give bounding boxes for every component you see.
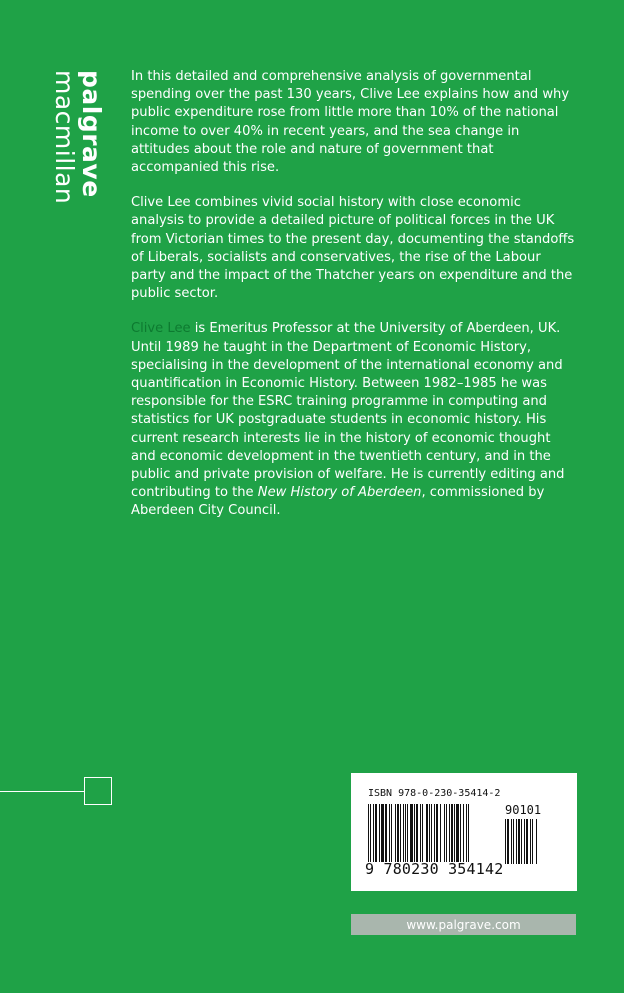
author-bio [131, 320, 577, 520]
website-url[interactable]: www.palgrave.com [406, 917, 521, 932]
author-bio-text: is Emeritus Professor at the University of Aberdeen, UK. Until 1989 he taught in the Department of Economic History, specialising in the development of the international economy and quantification in Economic History. Between 1982–1985 he was responsible for the ESRC training programme in computing and statistics for UK postgraduate students in economic history. His current research interests lie in the history of economic thought and economic development in the twentieth century, and in the public and private provision of welfare. He is currently editing and contributing to the [131, 321, 565, 501]
logo-macmillan: macmillan [50, 70, 79, 205]
barcode-bar [537, 819, 538, 864]
blurb-paragraph-detail: Clive Lee combines vivid social history with close economic analysis to provide a detailed picture of political forces in the UK from Victorian times to the present day, documenting the standoffs of Liberals, socialists and conservatives, the rise of the Labour party and the impact of the Thatcher years on expenditure and the public sector. [131, 195, 575, 302]
barcode-bar [469, 804, 470, 862]
blurb-paragraph-summary: In this detailed and comprehensive analysis of governmental spending over the past 130 years, Clive Lee explains how and why public expenditure rose from little more than 10% of the national income to over 40% in recent years, and the sea change in attitudes about the role and nature of government that accompanied this rise. [131, 69, 570, 176]
author-name: Clive Lee [131, 321, 191, 337]
logo-palgrave: palgrave [77, 70, 106, 198]
isbn-text: ISBN 978-0-230-35414-2 [368, 788, 501, 799]
book-title-reference: New History of Aberdeen [257, 485, 422, 501]
publisher-logo [46, 70, 106, 210]
decorative-rule [0, 791, 84, 792]
barcode-supplement-bars [505, 819, 557, 864]
barcode-main-bars [368, 804, 493, 862]
author-bio-end: , commissioned by Aberdeen City Council. [131, 485, 545, 519]
decorative-square-icon [84, 777, 112, 805]
barcode-supplement-number: 90101 [505, 803, 542, 817]
cover-blurb [131, 68, 577, 538]
barcode-digits: 9 780230 354142 [365, 860, 504, 878]
publisher-website[interactable] [351, 914, 576, 935]
isbn-barcode [351, 773, 577, 891]
